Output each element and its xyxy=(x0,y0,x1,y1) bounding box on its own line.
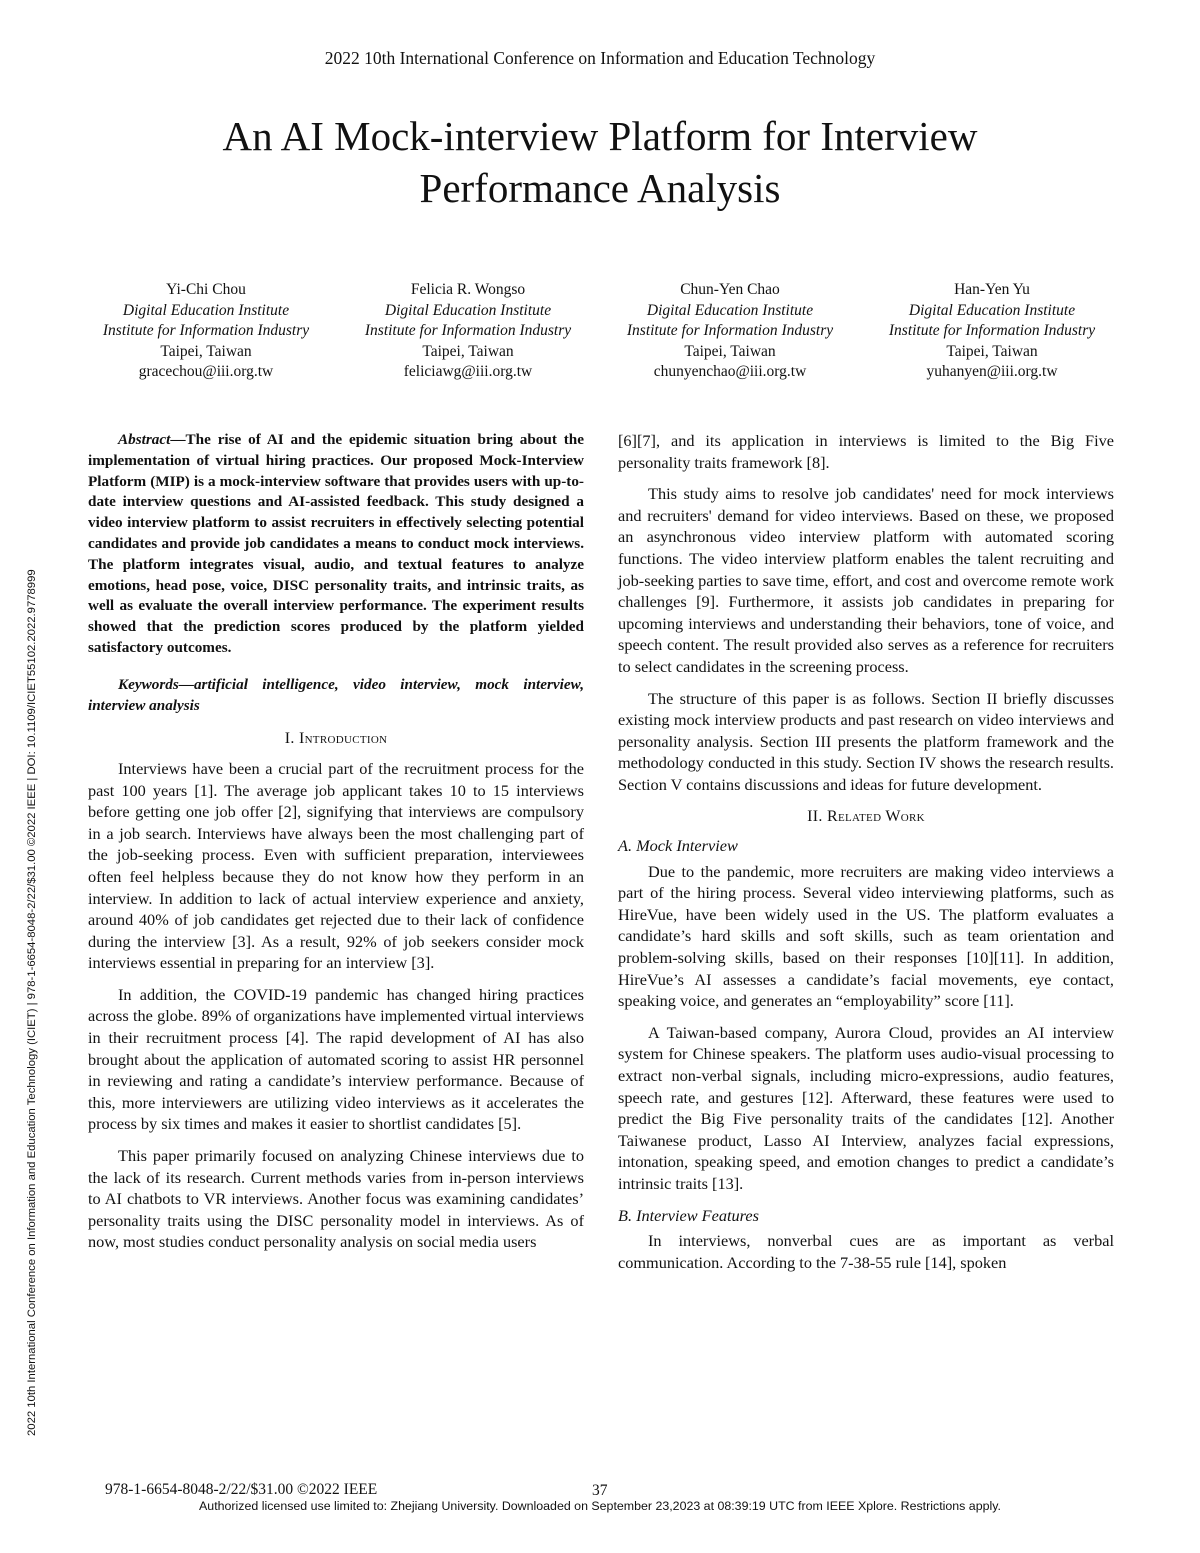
abstract-text: —The rise of AI and the epidemic situation bring about the implementation of virtual hiring practices. Our proposed Mock-Interview Platform (MIP) is a mock-interview software that provides users with up-to-date interview questions and AI-assisted feedback. This study designed a video interview platform to assist recruiters in effectively selecting potential candidates and provide job candidates a means to conduct mock interviews. The platform integrates visual, audio, and textual features to analyze emotions, head pose, voice, DISC personality traits, and intrinsic traits, as well as evaluate the overall interview performance. The experiment results showed that the prediction scores produced by the platform yielded satisfactory outcomes. xyxy=(88,431,584,656)
author-location: Taipei, Taiwan xyxy=(684,342,776,360)
author-name: Chun-Yen Chao xyxy=(680,281,780,298)
paper-title-line-1: An AI Mock-interview Platform for Interview xyxy=(222,113,978,159)
interview-features-paragraph-1: In interviews, nonverbal cues are as important as verbal communication. According to the 7-38-55 rule [14], spoken xyxy=(618,1231,1114,1272)
author-location: Taipei, Taiwan xyxy=(160,342,252,360)
author-email: chunyenchao@iii.org.tw xyxy=(653,363,807,380)
author-institute: Institute for Information Industry xyxy=(888,322,1096,339)
intro-paragraph-continued: [6][7], and its application in interviews is limited to the Big Five personality traits framework [8]. xyxy=(618,431,1114,472)
author-email: gracechou@iii.org.tw xyxy=(138,363,274,380)
author-1 xyxy=(75,280,337,383)
author-2 xyxy=(337,280,599,383)
author-institute: Institute for Information Industry xyxy=(626,322,834,339)
mock-interview-paragraph-1: Due to the pandemic, more recruiters are making video interviews a part of the hiring process. Several video interviewing platforms, such as HireVue, have been widely used in the US. The platform evaluates a candidate’s hard skills and soft skills, such as team orientation and problem-solving skills, based on their responses [10][11]. In addition, HireVue’s AI assesses a candidate’s facial movements, eye contact, speaking voice, and generates an “employability” score [11]. xyxy=(618,861,1114,1011)
footer-isbn: 978-1-6654-8048-2/22/$31.00 ©2022 IEEE xyxy=(105,1481,378,1498)
right-column xyxy=(618,430,1114,1283)
keywords: Keywords—artificial intelligence, video interview, mock interview, interview analysis xyxy=(88,675,584,714)
conference-header: 2022 10th International Conference on Information and Education Technology xyxy=(324,48,876,68)
doi-sidebar: 2022 10th International Conference on Information and Education Technology (ICIET) | 978-1-6654-8048-2/22/$31.00 ©2022 IEEE | DOI: 10.1109/ICIET55102.2022.9778999 xyxy=(26,569,38,1436)
intro-paragraph-2: In addition, the COVID-19 pandemic has changed hiring practices across the globe. 89% of organizations have implemented virtual interviews in their recruitment process [4]. The rapid development of AI has also brought about the application of automated scoring to assist HR personnel in reviewing and rating a candidate’s interview performance. Because of this, more interviewers are utilizing video interviews as it accelerates the process by six times and makes it easier to shortlist candidates [5]. xyxy=(88,984,584,1134)
license-notice: Authorized licensed use limited to: Zhejiang University. Downloaded on September 23,2023 at 08:39:19 UTC from IEEE Xplore. Restrictions apply. xyxy=(199,1499,1001,1513)
author-name: Felicia R. Wongso xyxy=(410,281,526,298)
abstract xyxy=(88,430,584,659)
author-location: Taipei, Taiwan xyxy=(422,342,514,360)
author-email: yuhanyen@iii.org.tw xyxy=(926,363,1058,380)
paper-title xyxy=(60,110,1140,214)
author-affiliation: Digital Education Institute xyxy=(908,301,1076,319)
author-email: feliciawg@iii.org.tw xyxy=(403,363,533,380)
subsection-label: A. xyxy=(618,836,633,856)
intro-paragraph-3: This paper primarily focused on analyzing Chinese interviews due to the lack of its research. Current methods varies from in-person interviews to AI chatbots to VR interviews. Another focus was examining candidates’ personality traits using the DISC personality model in interviews. As of now, most studies conduct personality analysis on social media users xyxy=(88,1146,584,1252)
intro-paragraph-5: The structure of this paper is as follows. Section II briefly discusses existing mock interview products and past research on video interviews and personality analysis. Section III presents the platform framework and the methodology conducted in this study. Section IV shows the research results. Section V contains discussions and ideas for future development. xyxy=(618,688,1114,794)
author-name: Han-Yen Yu xyxy=(954,281,1030,298)
section-title: Introduction xyxy=(298,730,388,748)
author-location: Taipei, Taiwan xyxy=(946,342,1038,360)
author-institute: Institute for Information Industry xyxy=(102,322,310,339)
subsection-heading-interview-features xyxy=(618,1205,1114,1227)
section-numeral: II. xyxy=(807,807,823,825)
abstract-lead: Abstract xyxy=(118,431,171,448)
author-affiliation: Digital Education Institute xyxy=(122,301,290,319)
subsection-title: Mock Interview xyxy=(636,836,738,856)
author-name: Yi-Chi Chou xyxy=(166,281,246,298)
author-affiliation: Digital Education Institute xyxy=(384,301,552,319)
section-heading-related-work xyxy=(618,806,1114,828)
author-institute: Institute for Information Industry xyxy=(364,322,572,339)
author-3 xyxy=(599,280,861,383)
section-title: Related Work xyxy=(827,807,925,825)
intro-paragraph-1: Interviews have been a crucial part of the recruitment process for the past 100 years [1]. The average job applicant takes 10 to 15 interviews before getting one job offer [2], signifying that interviews are compulsory in a job search. Interviews have always been the most challenging part of the job-seeking process. Even with sufficient preparation, interviewees often feel helpless because they do not know how they perform in an interview. In addition to lack of actual interview experience and anxiety, around 40% of job candidates get rejected due to their lack of confidence during the interview [3]. As a result, 92% of job seekers consider mock interviews essential in preparing for an interview [3]. xyxy=(88,758,584,973)
subsection-heading-mock-interview xyxy=(618,835,1114,857)
page-number: 37 xyxy=(592,1482,608,1499)
intro-paragraph-4: This study aims to resolve job candidates' need for mock interviews and recruiters' demand for video interviews. Based on these, we proposed an asynchronous video interview platform with automated scoring functions. The video interview platform enables the talent recruiting and job-seeking parties to save time, effort, and cost and overcome remote work challenges [9]. Furthermore, it assists job candidates in preparing for upcoming interviews and understanding their behaviors, tone of voice, and speech content. The result provided also serves as a reference for recruiters to select candidates in the screening process. xyxy=(618,484,1114,676)
author-affiliation: Digital Education Institute xyxy=(646,301,814,319)
section-heading-introduction xyxy=(88,728,584,750)
author-block xyxy=(75,280,1125,383)
subsection-label: B. xyxy=(618,1205,633,1225)
mock-interview-paragraph-2: A Taiwan-based company, Aurora Cloud, provides an AI interview system for Chinese speakers. The platform uses audio-visual processing to extract non-verbal signals, including micro-expressions, audio features, speech rate, and gestures [12]. Afterward, these features were used to predict the Big Five personality traits of the candidates [12]. Another Taiwanese product, Lasso AI Interview, analyzes facial expressions, intonation, speaking speed, and emotion changes to predict a candidate’s intrinsic traits [13]. xyxy=(618,1022,1114,1193)
author-4 xyxy=(861,280,1123,383)
paper-title-line-2: Performance Analysis xyxy=(419,165,781,211)
section-numeral: I. xyxy=(284,730,295,748)
left-column xyxy=(88,430,584,1263)
subsection-title: Interview Features xyxy=(636,1205,759,1225)
